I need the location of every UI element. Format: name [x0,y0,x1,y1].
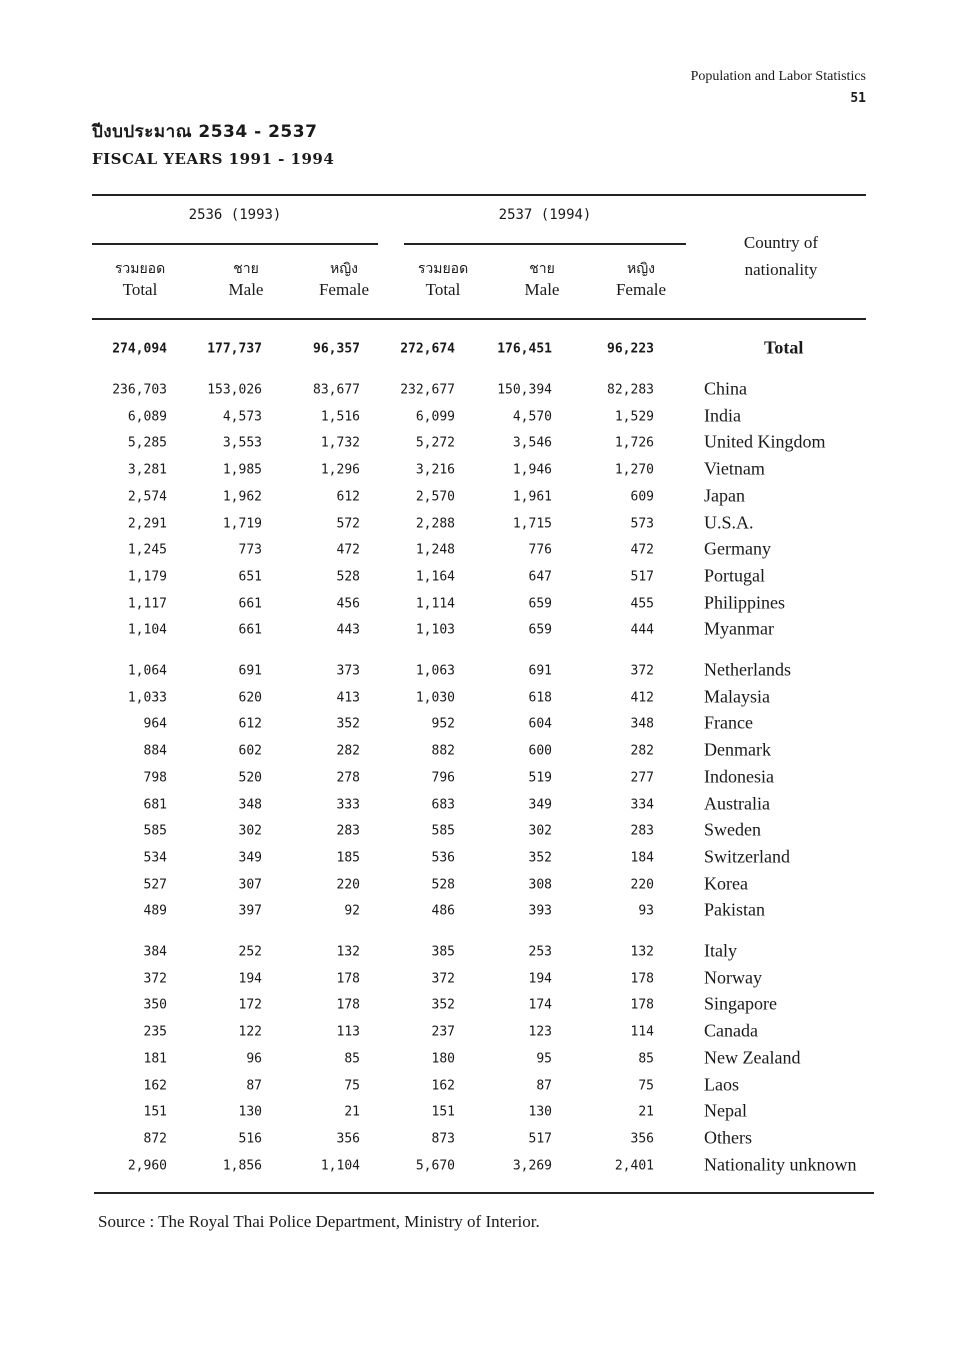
column-header-male-1994 [492,258,592,300]
table-cell: 307 [238,877,262,893]
year-header-1993: 2536 (1993) [188,207,282,223]
table-cell: 1,103 [415,622,455,638]
table-cell: 1,248 [415,542,455,558]
table-cell: 96,357 [313,341,360,357]
table-cell: 1,732 [320,435,360,451]
table-cell: 180 [431,1051,455,1067]
year-1-rule [92,243,378,245]
table-cell: 1,104 [127,622,167,638]
table-cell: 572 [336,516,360,531]
table-cell: 1,270 [614,462,654,478]
country-name: Nationality unknown [704,1154,857,1175]
table-cell: 6,099 [415,409,455,425]
table-cell: 277 [630,770,654,786]
country-name: Others [704,1127,752,1148]
table-cell: 4,570 [512,409,552,425]
table-cell: 178 [630,971,654,987]
table-cell: 952 [431,716,455,732]
table-cell: 444 [630,622,654,638]
source-note: Source : The Royal Thai Police Department, Ministry of Interior. [98,1212,540,1231]
table-cell: 651 [238,569,262,585]
table-cell: 3,546 [512,435,552,451]
country-name: Canada [704,1020,758,1041]
table-cell: 2,960 [127,1158,167,1174]
country-name: New Zealand [704,1047,801,1068]
table-cell: 2,574 [127,489,167,505]
table-cell: 519 [528,770,552,786]
table-cell: 536 [431,850,455,866]
country-name: U.S.A. [704,512,754,532]
table-cell: 1,529 [614,409,654,425]
table-cell: 113 [336,1024,360,1040]
table-cell: 85 [638,1051,654,1067]
table-cell: 1,946 [512,462,552,478]
column-header-english: Total [122,280,158,299]
table-cell: 528 [336,569,360,585]
table-cell: 181 [143,1051,167,1067]
table-cell: 964 [143,716,167,732]
table-cell: 773 [238,542,262,558]
table-cell: 520 [238,770,262,786]
table-cell: 620 [238,690,262,706]
table-cell: 350 [143,997,167,1013]
table-cell: 348 [630,716,654,732]
table-cell: 6,089 [127,409,167,425]
table-cell: 776 [528,542,552,558]
table-cell: 177,737 [207,341,262,357]
table-cell: 455 [630,596,654,612]
country-name: Pakistan [704,899,765,920]
table-cell: 184 [630,850,654,866]
table-cell: 356 [630,1131,654,1147]
table-cell: 87 [246,1078,262,1093]
country-name: Singapore [704,993,777,1014]
table-cell: 162 [431,1078,455,1093]
table-cell: 659 [528,622,552,638]
total-row-label: Total [764,337,804,358]
table-cell: 1,516 [320,409,360,425]
country-header [696,229,866,283]
column-header-total-1993 [90,258,190,300]
column-header-female-1993 [294,258,394,300]
country-name: Philippines [704,592,786,613]
table-cell: 2,288 [415,516,455,531]
table-cell: 185 [336,850,360,866]
table-cell: 884 [143,743,167,759]
country-name: United Kingdom [704,431,826,452]
table-cell: 1,114 [415,596,455,612]
table-cell: 132 [336,944,360,960]
country-name: France [704,712,753,733]
table-cell: 1,961 [512,489,552,505]
table-cell: 96,223 [607,341,654,357]
table-cell: 372 [630,663,654,679]
table-cell: 604 [528,716,552,732]
table-cell: 1,715 [512,516,552,531]
table-cell: 647 [528,569,552,585]
table-cell: 151 [431,1104,455,1120]
table-cell: 356 [336,1131,360,1147]
column-header-thai: หญิง [627,261,655,277]
country-name: Norway [704,967,762,988]
table-cell: 283 [336,823,360,839]
country-name: Netherlands [704,659,791,680]
table-cell: 882 [431,743,455,759]
table-cell: 873 [431,1131,455,1147]
table-cell: 274,094 [112,341,167,357]
running-header [691,66,866,110]
table-cell: 278 [336,770,360,786]
table-cell: 153,026 [207,382,262,398]
country-name: Nepal [704,1100,747,1121]
table-cell: 618 [528,690,552,706]
table-cell: 282 [630,743,654,759]
table-cell: 1,030 [415,690,455,706]
table-cell: 661 [238,622,262,638]
table-cell: 573 [630,516,654,531]
table-cell: 1,296 [320,462,360,478]
table-cell: 1,063 [415,663,455,679]
column-header-thai: ชาย [529,261,555,277]
table-cell: 352 [528,850,552,866]
table-cell: 21 [344,1104,360,1120]
table-cell: 534 [143,850,167,866]
table-cell: 122 [238,1024,262,1040]
table-cell: 3,281 [127,462,167,478]
running-header-title: Population and Labor Statistics [690,69,866,84]
table-cell: 384 [143,944,167,960]
table-cell: 1,726 [614,435,654,451]
table-cell: 456 [336,596,360,612]
table-cell: 174 [528,997,552,1013]
column-header-english: Total [425,280,461,299]
table-cell: 1,104 [320,1158,360,1174]
table-cell: 235 [143,1024,167,1040]
table-cell: 1,962 [222,489,262,505]
country-name: Denmark [704,739,771,760]
country-name: Italy [704,940,737,961]
country-name: China [704,378,747,399]
column-header-english: Male [524,280,560,299]
table-cell: 3,553 [222,435,262,451]
table-cell: 585 [431,823,455,839]
table-cell: 85 [344,1051,360,1067]
table-cell: 1,245 [127,542,167,558]
table-cell: 602 [238,743,262,759]
country-header-line-1: Country of [743,233,819,252]
table-cell: 412 [630,690,654,706]
column-header-english: Female [615,280,667,299]
table-cell: 472 [336,542,360,558]
table-cell: 516 [238,1131,262,1147]
table-cell: 659 [528,596,552,612]
country-name: Portugal [704,565,765,586]
table-titles [92,118,334,172]
country-name: Switzerland [704,846,790,867]
table-cell: 75 [638,1078,654,1093]
table-cell: 349 [528,797,552,812]
table-cell: 5,285 [127,435,167,451]
table-cell: 220 [630,877,654,893]
table-cell: 443 [336,622,360,638]
table-cell: 75 [344,1078,360,1093]
title-thai: ปีงบประมาณ 2534 - 2537 [92,122,318,142]
table-cell: 1,985 [222,462,262,478]
table-cell: 194 [528,971,552,987]
country-name: Sweden [704,819,761,840]
table-cell: 21 [638,1104,654,1120]
table-cell: 96 [246,1051,262,1067]
table-cell: 413 [336,690,360,706]
table-cell: 796 [431,770,455,786]
table-cell: 612 [336,489,360,505]
table-cell: 82,283 [607,382,654,398]
column-header-female-1994 [591,258,691,300]
table-cell: 397 [238,903,262,919]
table-cell: 172 [238,997,262,1013]
table-cell: 95 [536,1051,552,1067]
column-header-total-1994 [393,258,493,300]
table-cell: 352 [336,716,360,732]
table-cell: 252 [238,944,262,960]
country-name: Laos [704,1074,739,1094]
table-cell: 333 [336,797,360,812]
country-name: Vietnam [704,458,765,479]
country-header-line-2: nationality [744,260,818,279]
table-cell: 3,216 [415,462,455,478]
table-cell: 472 [630,542,654,558]
table-cell: 130 [528,1104,552,1120]
table-cell: 681 [143,797,167,812]
table-cell: 162 [143,1078,167,1093]
table-cell: 123 [528,1024,552,1040]
table-cell: 3,269 [512,1158,552,1174]
table-cell: 176,451 [497,341,552,357]
table-cell: 253 [528,944,552,960]
table-cell: 151 [143,1104,167,1120]
table-cell: 272,674 [400,341,455,357]
year-header-1994: 2537 (1994) [498,207,592,223]
table-cell: 178 [336,997,360,1013]
country-name: Myanmar [704,618,774,639]
table-cell: 302 [528,823,552,839]
table-cell: 373 [336,663,360,679]
table-cell: 308 [528,877,552,893]
country-name: India [704,405,741,426]
column-header-english: Male [228,280,264,299]
table-cell: 872 [143,1131,167,1147]
table-cell: 178 [336,971,360,987]
table-cell: 609 [630,489,654,505]
table-cell: 1,179 [127,569,167,585]
table-cell: 517 [630,569,654,585]
table-cell: 178 [630,997,654,1013]
table-cell: 283 [630,823,654,839]
year-2-rule [404,243,686,245]
column-header-thai: ชาย [233,261,259,277]
table-cell: 585 [143,823,167,839]
table-cell: 517 [528,1131,552,1147]
table-cell: 489 [143,903,167,919]
bottom-rule [94,1192,874,1194]
table-cell: 1,856 [222,1158,262,1174]
table-cell: 1,719 [222,516,262,531]
column-header-thai: หญิง [330,261,358,277]
table-cell: 2,401 [614,1158,654,1174]
table-cell: 612 [238,716,262,732]
table-cell: 349 [238,850,262,866]
table-cell: 237 [431,1024,455,1040]
table-cell: 348 [238,797,262,812]
column-header-thai: รวมยอด [417,261,469,277]
table-cell: 527 [143,877,167,893]
table-cell: 232,677 [400,382,455,398]
table-cell: 334 [630,797,654,812]
table-cell: 150,394 [497,382,552,398]
table-cell: 691 [238,663,262,679]
table-cell: 4,573 [222,409,262,425]
header-bottom-rule [92,318,866,320]
table-cell: 92 [344,903,360,919]
table-cell: 691 [528,663,552,679]
table-cell: 302 [238,823,262,839]
table-cell: 352 [431,997,455,1013]
table-cell: 130 [238,1104,262,1120]
title-english: FISCAL YEARS 1991 - 1994 [92,150,335,168]
page-number: 51 [850,91,866,106]
top-rule [92,194,866,196]
table-cell: 236,703 [112,382,167,398]
table-cell: 2,291 [127,516,167,531]
table-cell: 220 [336,877,360,893]
column-header-thai: รวมยอด [114,261,166,277]
table-cell: 528 [431,877,455,893]
table-cell: 5,272 [415,435,455,451]
table-cell: 2,570 [415,489,455,505]
country-name: Japan [704,485,745,506]
column-header-male-1993 [196,258,296,300]
table-cell: 1,117 [127,596,167,612]
table-cell: 83,677 [313,382,360,398]
table-cell: 87 [536,1078,552,1093]
column-header-english: Female [318,280,370,299]
table-cell: 683 [431,797,455,812]
country-name: Malaysia [704,686,770,707]
table-cell: 5,670 [415,1158,455,1174]
country-name: Germany [704,538,771,559]
table-cell: 393 [528,903,552,919]
country-name: Australia [704,793,770,813]
table-cell: 661 [238,596,262,612]
table-cell: 600 [528,743,552,759]
table-cell: 385 [431,944,455,960]
table-cell: 372 [143,971,167,987]
table-cell: 282 [336,743,360,759]
table-cell: 114 [630,1024,654,1040]
table-cell: 93 [638,903,654,919]
table-cell: 194 [238,971,262,987]
country-name: Korea [704,873,748,894]
table-cell: 132 [630,944,654,960]
table-cell: 798 [143,770,167,786]
table-cell: 486 [431,903,455,919]
table-cell: 1,164 [415,569,455,585]
table-cell: 1,064 [127,663,167,679]
table-cell: 1,033 [127,690,167,706]
country-name: Indonesia [704,766,774,787]
table-cell: 372 [431,971,455,987]
